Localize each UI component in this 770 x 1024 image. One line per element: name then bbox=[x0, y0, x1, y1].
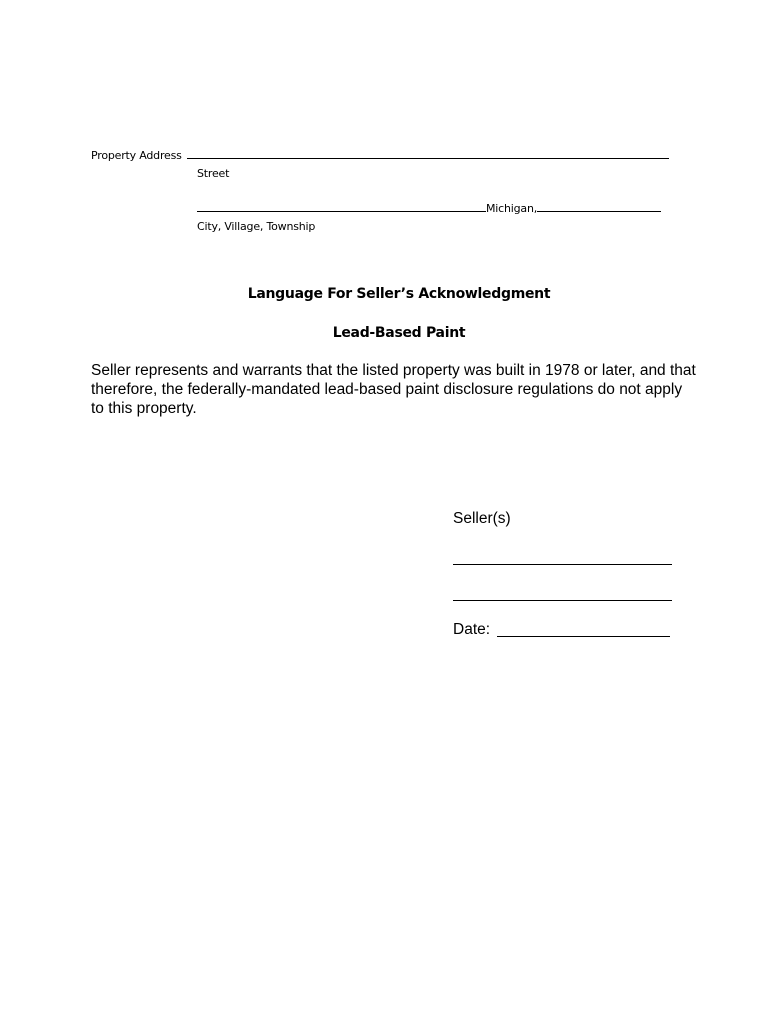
street-address-field[interactable] bbox=[187, 147, 669, 159]
street-caption: Street bbox=[197, 167, 230, 180]
state-label: Michigan, bbox=[486, 202, 538, 215]
statement-line: to this property. bbox=[91, 400, 197, 417]
seller-signature-line-2[interactable] bbox=[453, 600, 672, 601]
sellers-label: Seller(s) bbox=[453, 510, 511, 527]
zip-field[interactable] bbox=[537, 200, 661, 212]
statement-line: therefore, the federally-mandated lead-based paint disclosure regulations do not apply bbox=[91, 381, 683, 398]
date-line[interactable] bbox=[497, 636, 670, 637]
date-label: Date: bbox=[453, 621, 491, 638]
city-caption: City, Village, Township bbox=[197, 220, 316, 233]
city-state-row bbox=[197, 200, 661, 215]
document-title: Language For Seller’s Acknowledgment bbox=[247, 286, 551, 302]
property-address-row bbox=[91, 147, 669, 162]
statement-line: Seller represents and warrants that the listed property was built in 1978 or later, and that bbox=[91, 362, 696, 379]
document-subtitle: Lead-Based Paint bbox=[332, 325, 466, 341]
seller-signature-line-1[interactable] bbox=[453, 564, 672, 565]
property-address-label: Property Address bbox=[91, 149, 182, 162]
seller-statement bbox=[91, 361, 731, 418]
city-field[interactable] bbox=[197, 200, 486, 212]
